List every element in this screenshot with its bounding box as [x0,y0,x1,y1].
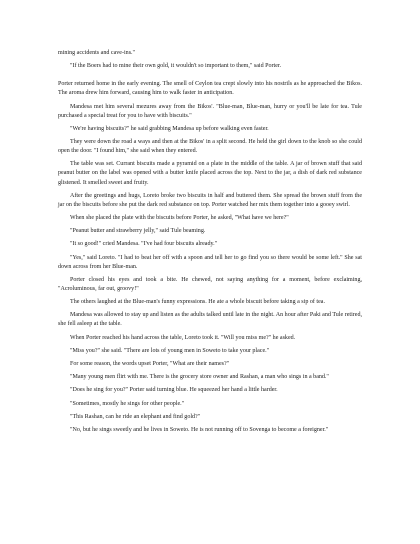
paragraph-8: After the greetings and hugs, Loreto broke two biscuits in half and buttered them. She spread the brown stuff from the jar on the biscuits before she put the dark red substance on top. Porter watched her mix them together into a gooey swirl. [58,192,362,208]
paragraph-19: "Many young men flirt with me. There is the grocery store owner and Rashan, a man who sings in a band." [70,374,329,381]
paragraph-15: Mandesa was allowed to stay up and listen as the adults talked until late in the night. An hour after Paki and Tule retired, she fell asleep at the table. [58,312,362,328]
paragraph-14: The others laughed at the Blue-man's funny expressions. He ate a whole biscuit before taking a sip of tea. [70,299,325,306]
paragraph-11: "It so good!" cried Mandesa. "I've had four biscuits already." [70,241,218,248]
paragraph-17: "Miss you?" she said. "There are lots of young men in Soweto to take your place." [70,347,270,354]
paragraph-3: Porter returned home in the early evening. The smell of Ceylon tea crept slowly into his nostrils as he approached the Bikos. The aroma drew him forward, causing him to walk faster in anticipation. [58,81,362,97]
paragraph-1: mining accidents and cave-ins." [58,50,136,56]
paragraph-2: "If the Boers had to mine their own gold, it wouldn't so important to them," said Porter. [70,63,282,70]
paragraph-6: They were down the road a ways and then at the Bikos' in a split second. He held the girl down to the knob so she could open the door. "I found him," she said when they entered. [58,139,362,155]
paragraph-7: The table was set. Currant biscuits made a pyramid on a plate in the middle of the table. A jar of brown stuff that said peanut butter on the label was opened with a butter knife placed across the top. Next to the jar, a dish of dark red substance glistened. It smelled sweet and fruity. [58,161,362,186]
paragraph-13: Porter closed his eyes and took a bite. He chewed, not saying anything for a moment, before exclaiming, "Acroluminous, far out, groovy!" [58,276,362,292]
paragraph-20: "Does he sing for you?" Porter said turning blue. He squeezed her hand a little harder. [70,387,278,394]
paragraph-22: "This Rashan, can he ride an elephant and find gold?" [70,413,201,420]
paragraph-23: "No, but he sings sweetly and he lives in Soweto. He is not running off to Sovenga to become a foreigner." [70,426,329,433]
paragraph-4: Mandesa met him several mezures away from the Bikos'. "Blue-man, Blue-man, hurry or you'll be late for tea. Tule purchased a special treat for you to have with biscuits." [58,103,362,119]
paragraph-10: "Peanut butter and strawberry jelly," said Tule beaming. [70,228,206,235]
paragraph-5: "We're having biscuits?" he said grabbing Mandesa up before walking even faster. [70,125,269,132]
paragraph-12: "Yes," said Loreto. "I had to beat her off with a spoon and tell her to go find you so there would be some left." She sat down across from her Blue-man. [58,254,362,270]
paragraph-9: When she placed the plate with the biscuits before Porter, he asked, "What have we here?" [70,214,289,221]
paragraph-18: For some reason, the words upset Porter, "What are their names?" [70,360,230,367]
paragraph-21: "Sometimes, mostly he sings for other people." [70,400,185,407]
paragraph-16: When Porter reached his hand across the table, Loreto took it. "Will you miss me?" he asked. [70,334,296,341]
